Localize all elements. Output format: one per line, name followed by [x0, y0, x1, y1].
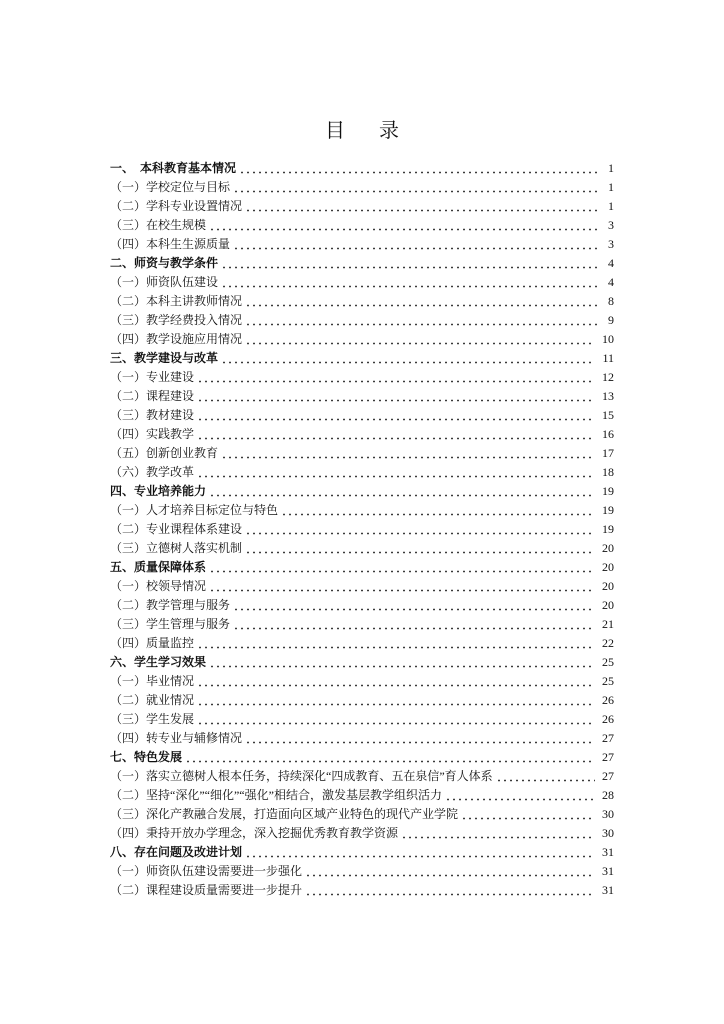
dot-leader [197, 429, 595, 440]
toc-section-row [110, 273, 614, 292]
dot-leader [221, 448, 595, 459]
dot-leader [245, 847, 595, 858]
toc-section-page: 20 [602, 541, 614, 555]
toc-section-title: （一）毕业情况 [110, 674, 195, 688]
toc-section-title: （二）课程建设 [110, 389, 195, 403]
toc-section-page: 3 [608, 218, 614, 232]
toc-section-row [110, 501, 614, 520]
toc-section-page: 13 [602, 389, 614, 403]
dot-leader [445, 790, 595, 801]
toc-section-page: 18 [602, 465, 614, 479]
toc-section-title: （一）师资队伍建设 [110, 275, 219, 289]
toc-chapter-page: 1 [608, 161, 614, 175]
toc-section-row [110, 539, 614, 558]
toc-section-page: 22 [602, 636, 614, 650]
toc-section-row [110, 596, 614, 615]
dot-leader [221, 277, 601, 288]
dot-leader [245, 524, 595, 535]
toc-section-page: 17 [602, 446, 614, 460]
toc-section-title: （二）本科主讲教师情况 [110, 294, 243, 308]
toc-section-page: 15 [602, 408, 614, 422]
toc-section-row [110, 311, 614, 330]
toc-chapter-page: 27 [602, 750, 614, 764]
toc-chapter-title: 五、质量保障体系 [110, 560, 207, 574]
toc-section-title: （三）在校生规模 [110, 218, 207, 232]
toc-section-row [110, 406, 614, 425]
dot-leader [197, 695, 595, 706]
toc-section-page: 16 [602, 427, 614, 441]
page-title: 目 录 [325, 118, 406, 142]
toc-section-row [110, 634, 614, 653]
toc-section-row [110, 767, 614, 786]
dot-leader [233, 619, 595, 630]
toc-section-title: （一）落实立德树人根本任务，持续深化“四成教育、五在泉信”育人体系 [110, 769, 493, 783]
dot-leader [496, 771, 595, 782]
dot-leader [245, 543, 595, 554]
toc-section-page: 27 [602, 731, 614, 745]
dot-leader [245, 201, 601, 212]
toc-section-page: 25 [602, 674, 614, 688]
toc-chapter-page: 25 [602, 655, 614, 669]
dot-leader [197, 410, 595, 421]
table-of-contents [110, 159, 614, 900]
toc-section-title: （三）学生管理与服务 [110, 617, 231, 631]
dot-leader [221, 258, 601, 269]
toc-chapter-title: 二、师资与教学条件 [110, 256, 219, 270]
toc-section-title: （三）教学经费投入情况 [110, 313, 243, 327]
toc-section-row [110, 520, 614, 539]
toc-section-page: 31 [602, 864, 614, 878]
toc-chapter-row [110, 653, 614, 672]
toc-section-row [110, 216, 614, 235]
toc-section-row [110, 178, 614, 197]
toc-section-page: 20 [602, 598, 614, 612]
dot-leader [209, 562, 595, 573]
dot-leader [281, 505, 595, 516]
toc-section-title: （五）创新创业教育 [110, 446, 219, 460]
toc-chapter-title: 一、 本科教育基本情况 [110, 161, 237, 175]
toc-chapter-row [110, 843, 614, 862]
toc-section-title: （三）学生发展 [110, 712, 195, 726]
toc-chapter-page: 4 [608, 256, 614, 270]
toc-section-title: （四）秉持开放办学理念，深入挖掘优秀教育教学资源 [110, 826, 399, 840]
toc-section-page: 9 [608, 313, 614, 327]
toc-section-title: （四）转专业与辅修情况 [110, 731, 243, 745]
toc-chapter-page: 11 [602, 351, 614, 365]
toc-section-row [110, 710, 614, 729]
toc-section-page: 28 [602, 788, 614, 802]
toc-section-title: （二）专业课程体系建设 [110, 522, 243, 536]
toc-chapter-row [110, 159, 614, 178]
toc-section-title: （一）校领导情况 [110, 579, 207, 593]
toc-section-page: 30 [602, 826, 614, 840]
toc-section-title: （六）教学改革 [110, 465, 195, 479]
toc-section-title: （四）实践教学 [110, 427, 195, 441]
toc-section-row [110, 330, 614, 349]
toc-chapter-title: 七、特色发展 [110, 750, 183, 764]
dot-leader [197, 638, 595, 649]
toc-section-page: 4 [608, 275, 614, 289]
toc-section-row [110, 672, 614, 691]
toc-section-row [110, 786, 614, 805]
toc-section-page: 19 [602, 522, 614, 536]
toc-section-title: （四）教学设施应用情况 [110, 332, 243, 346]
toc-section-page: 1 [608, 199, 614, 213]
dot-leader [305, 885, 595, 896]
toc-section-row [110, 691, 614, 710]
toc-section-page: 20 [602, 579, 614, 593]
toc-chapter-row [110, 558, 614, 577]
dot-leader [209, 486, 595, 497]
toc-section-row [110, 881, 614, 900]
toc-chapter-page: 31 [602, 845, 614, 859]
toc-section-page: 3 [608, 237, 614, 251]
dot-leader [209, 220, 601, 231]
dot-leader [209, 657, 595, 668]
toc-section-title: （一）人才培养目标定位与特色 [110, 503, 279, 517]
dot-leader [209, 581, 595, 592]
toc-section-row [110, 368, 614, 387]
dot-leader [239, 163, 601, 174]
toc-section-title: （三）立德树人落实机制 [110, 541, 243, 555]
toc-chapter-row [110, 349, 614, 368]
toc-section-page: 8 [608, 294, 614, 308]
dot-leader [185, 752, 595, 763]
dot-leader [233, 600, 595, 611]
toc-section-row [110, 292, 614, 311]
dot-leader [245, 334, 595, 345]
toc-section-page: 1 [608, 180, 614, 194]
toc-section-title: （四）本科生生源质量 [110, 237, 231, 251]
toc-chapter-row [110, 482, 614, 501]
toc-section-row [110, 463, 614, 482]
toc-section-row [110, 615, 614, 634]
toc-section-title: （二）就业情况 [110, 693, 195, 707]
toc-section-row [110, 235, 614, 254]
toc-section-row [110, 197, 614, 216]
toc-chapter-page: 20 [602, 560, 614, 574]
toc-section-title: （二）教学管理与服务 [110, 598, 231, 612]
toc-chapter-title: 六、学生学习效果 [110, 655, 207, 669]
toc-section-row [110, 425, 614, 444]
toc-section-row [110, 444, 614, 463]
toc-section-page: 30 [602, 807, 614, 821]
toc-section-title: （二）课程建设质量需要进一步提升 [110, 883, 303, 897]
toc-section-page: 31 [602, 883, 614, 897]
toc-section-title: （四）质量监控 [110, 636, 195, 650]
toc-chapter-title: 四、专业培养能力 [110, 484, 207, 498]
dot-leader [197, 391, 595, 402]
toc-section-page: 26 [602, 693, 614, 707]
toc-section-title: （二）坚持“深化”“细化”“强化”相结合，激发基层教学组织活力 [110, 788, 442, 802]
toc-section-row [110, 862, 614, 881]
toc-section-title: （一）学校定位与目标 [110, 180, 231, 194]
dot-leader [233, 239, 601, 250]
toc-section-title: （三）深化产教融合发展，打造面向区域产业特色的现代产业学院 [110, 807, 459, 821]
dot-leader [221, 353, 595, 364]
dot-leader [305, 866, 595, 877]
toc-chapter-title: 八、存在问题及改进计划 [110, 845, 243, 859]
toc-section-row [110, 729, 614, 748]
toc-chapter-title: 三、教学建设与改革 [110, 351, 219, 365]
toc-section-title: （一）专业建设 [110, 370, 195, 384]
dot-leader [245, 315, 601, 326]
toc-section-page: 26 [602, 712, 614, 726]
toc-chapter-page: 19 [602, 484, 614, 498]
dot-leader [245, 733, 595, 744]
toc-section-title: （一）师资队伍建设需要进一步强化 [110, 864, 303, 878]
dot-leader [233, 182, 601, 193]
dot-leader [461, 809, 595, 820]
toc-section-page: 27 [602, 769, 614, 783]
toc-section-row [110, 805, 614, 824]
toc-chapter-row [110, 254, 614, 273]
dot-leader [197, 467, 595, 478]
toc-section-title: （三）教材建设 [110, 408, 195, 422]
toc-section-title: （二）学科专业设置情况 [110, 199, 243, 213]
toc-section-row [110, 824, 614, 843]
dot-leader [197, 714, 595, 725]
dot-leader [197, 372, 595, 383]
toc-chapter-row [110, 748, 614, 767]
dot-leader [245, 296, 601, 307]
toc-section-page: 19 [602, 503, 614, 517]
dot-leader [401, 828, 595, 839]
dot-leader [197, 676, 595, 687]
toc-section-page: 21 [602, 617, 614, 631]
toc-section-row [110, 387, 614, 406]
toc-section-page: 10 [602, 332, 614, 346]
toc-section-row [110, 577, 614, 596]
toc-section-page: 12 [602, 370, 614, 384]
